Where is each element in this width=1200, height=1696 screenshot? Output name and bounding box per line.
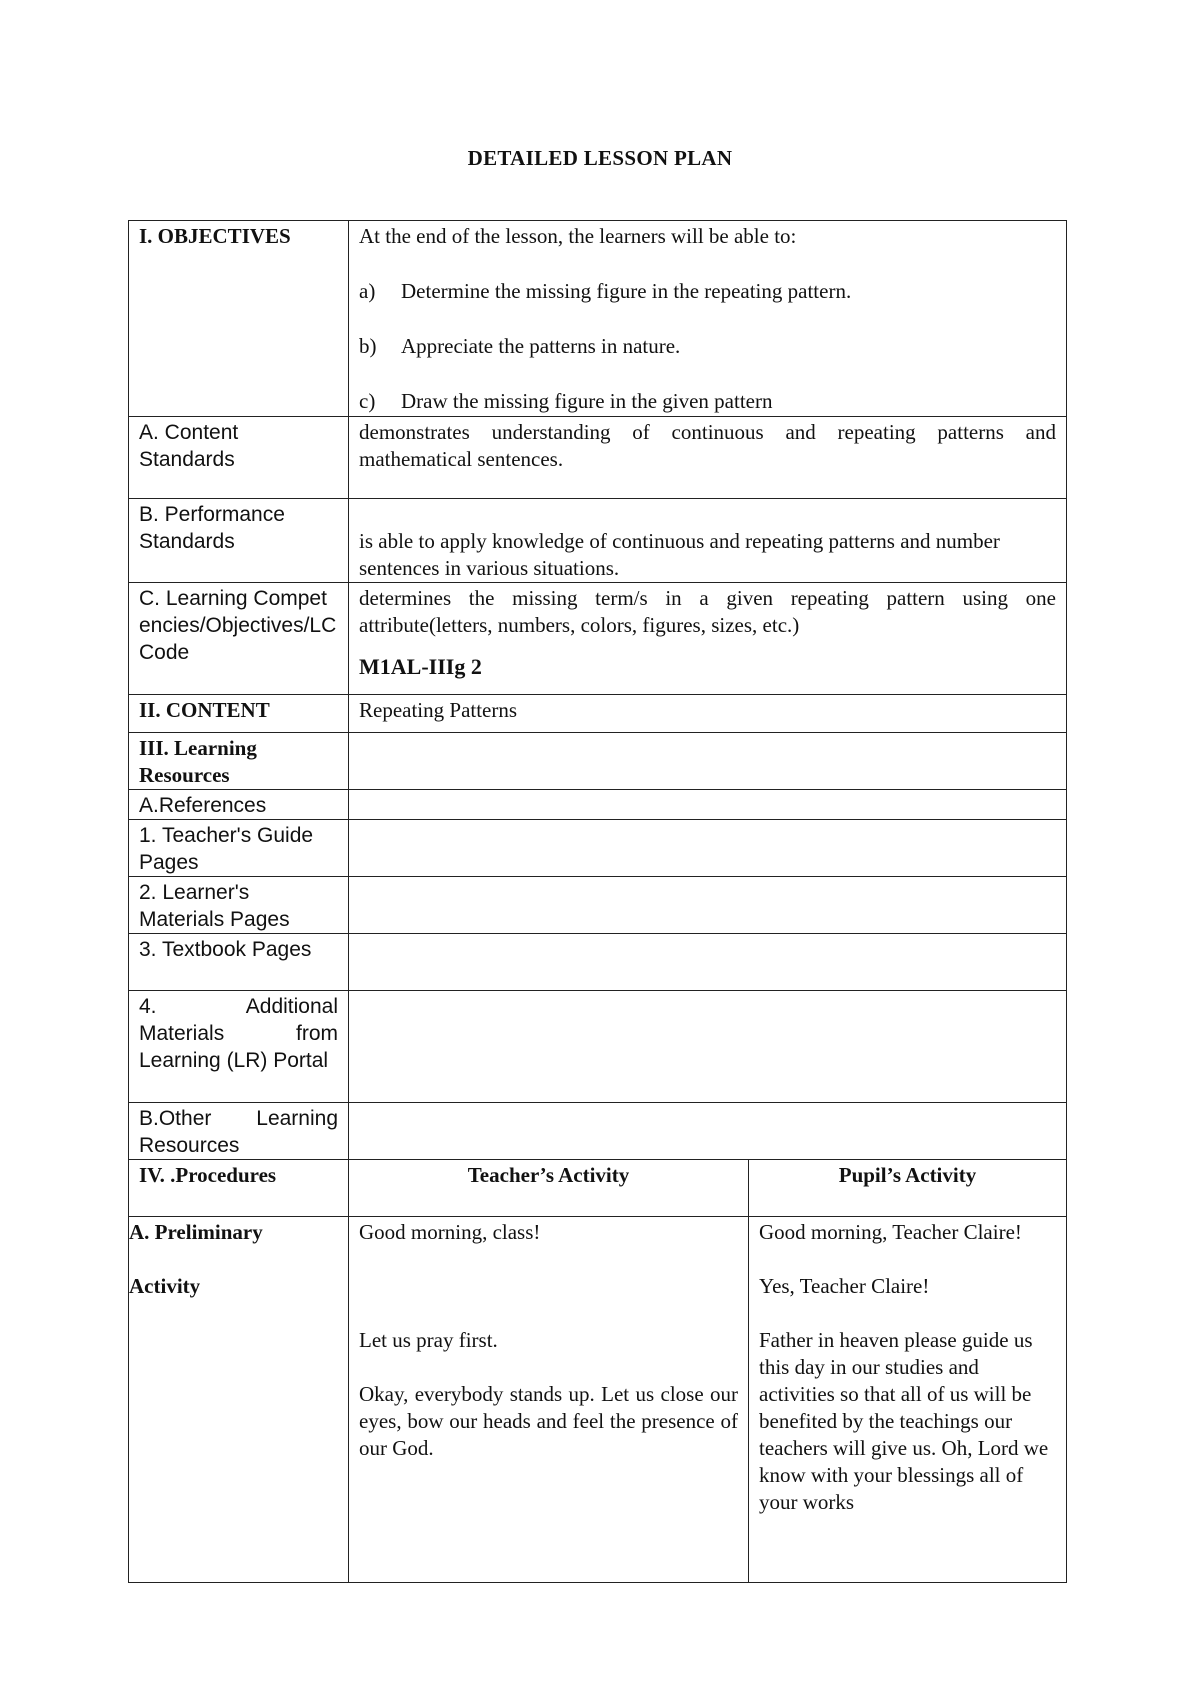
- teacher-activity-cell: [349, 1217, 749, 1583]
- preliminary-label-cell: [129, 1217, 349, 1583]
- objectives-label: I. OBJECTIVES: [129, 221, 349, 417]
- objectives-row: [129, 221, 1067, 417]
- content-row: [129, 695, 1067, 733]
- pupil-activity-cell: [749, 1217, 1067, 1583]
- teacher-line: Good morning, class!: [359, 1220, 541, 1244]
- learning-resources-row: [129, 733, 1067, 790]
- pupil-line: Father in heaven please guide us this day in our studies and activities so that all of us will be benefited by the teachings our teachers will give us. Oh, Lord we know with your blessings all of your works: [759, 1328, 1049, 1514]
- learning-competencies-label: C. Learning Competencies/Objectives/LC Code: [129, 583, 349, 695]
- resource-value: [349, 934, 1067, 991]
- objective-item: [359, 388, 1056, 415]
- resource-label: 4. Additional Materials from Learning (LR) Portal: [129, 991, 349, 1103]
- learning-resources-value: [349, 733, 1067, 790]
- pupil-activity-header: Pupil’s Activity: [749, 1160, 1067, 1217]
- learning-resources-label: III. Learning Resources: [129, 733, 349, 790]
- resource-row: [129, 877, 1067, 934]
- teacher-activity-header: Teacher’s Activity: [349, 1160, 749, 1217]
- objective-text: Appreciate the patterns in nature.: [401, 334, 681, 358]
- learning-competencies-cell: [349, 583, 1067, 695]
- objective-text: Determine the missing figure in the repeating pattern.: [401, 279, 852, 303]
- content-standards-label: A. Content Standards: [129, 417, 349, 499]
- resource-value: [349, 877, 1067, 934]
- learning-competencies-text: determines the missing term/s in a given repeating pattern using one attribute(letters, numbers, colors, figures, sizes, etc.): [359, 586, 1056, 637]
- resource-label: 2. Learner's Materials Pages: [129, 877, 349, 934]
- procedures-label: IV. .Procedures: [129, 1160, 349, 1217]
- lc-code: M1AL-IIIg 2: [359, 654, 482, 679]
- resource-label: A.References: [129, 790, 349, 820]
- objective-marker: b): [359, 334, 377, 358]
- performance-standards-label: B. Performance Standards: [129, 499, 349, 583]
- resource-row: [129, 820, 1067, 877]
- resource-row: [129, 1103, 1067, 1160]
- objective-marker: c): [359, 389, 376, 413]
- resource-label: 3. Textbook Pages: [129, 934, 349, 991]
- preliminary-activity-row: [129, 1217, 1067, 1583]
- resource-label: 1. Teacher's Guide Pages: [129, 820, 349, 877]
- objective-marker: a): [359, 279, 376, 303]
- resource-label: B.Other Learning Resources: [129, 1103, 349, 1160]
- objective-item: [359, 333, 1056, 360]
- pupil-line: Yes, Teacher Claire!: [759, 1274, 930, 1298]
- pupil-line: Good morning, Teacher Claire!: [759, 1220, 1022, 1244]
- teacher-line: Okay, everybody stands up. Let us close our eyes, bow our heads and feel the presence of our God.: [359, 1382, 738, 1460]
- performance-standards-row: [129, 499, 1067, 583]
- resource-row: [129, 934, 1067, 991]
- resource-value: [349, 820, 1067, 877]
- objective-text: Draw the missing figure in the given pattern: [401, 389, 773, 413]
- content-label: II. CONTENT: [129, 695, 349, 733]
- performance-standards-text: is able to apply knowledge of continuous and repeating patterns and number sentences in various situations.: [359, 529, 1000, 580]
- preliminary-label-line1: A. Preliminary: [129, 1220, 263, 1244]
- objectives-intro: At the end of the lesson, the learners will be able to:: [359, 224, 797, 248]
- preliminary-label-line2: Activity: [129, 1274, 201, 1298]
- content-standards-text: demonstrates understanding of continuous and repeating patterns and mathematical sentences.: [349, 417, 1067, 499]
- content-text: Repeating Patterns: [349, 695, 1067, 733]
- page-title: DETAILED LESSON PLAN: [467, 146, 733, 170]
- objective-item: [359, 278, 1056, 305]
- lesson-plan-table: [128, 220, 1067, 1583]
- content-standards-row: [129, 417, 1067, 499]
- resource-row: [129, 991, 1067, 1103]
- resource-value: [349, 1103, 1067, 1160]
- resource-value: [349, 790, 1067, 820]
- resource-row: [129, 790, 1067, 820]
- resource-value: [349, 991, 1067, 1103]
- objectives-cell: [349, 221, 1067, 417]
- performance-standards-cell: [349, 499, 1067, 583]
- procedures-header-row: [129, 1160, 1067, 1217]
- learning-competencies-row: [129, 583, 1067, 695]
- teacher-line: Let us pray first.: [359, 1328, 498, 1352]
